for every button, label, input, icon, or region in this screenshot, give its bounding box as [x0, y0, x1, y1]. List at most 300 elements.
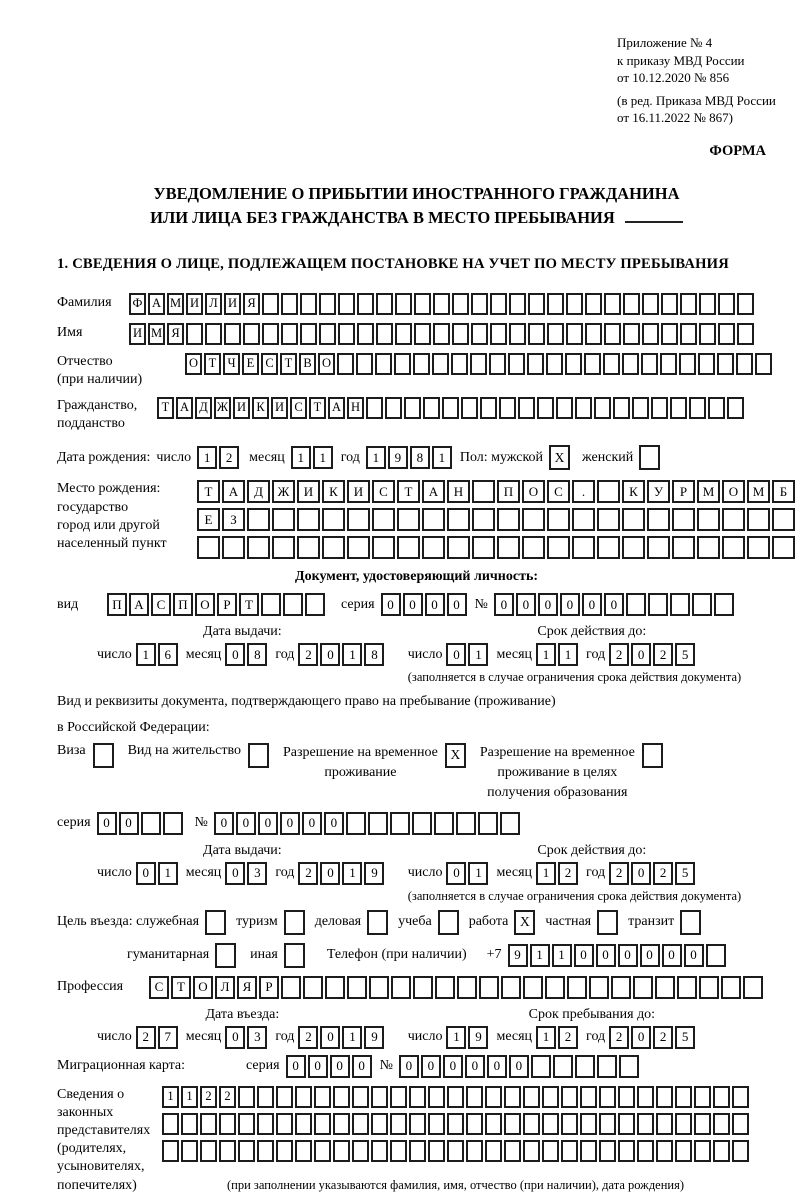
form-cell[interactable]: 0	[574, 944, 594, 967]
form-cell[interactable]: 2	[298, 643, 318, 666]
form-cell[interactable]	[680, 323, 697, 345]
form-cell[interactable]: 0	[280, 812, 300, 835]
form-cell[interactable]	[732, 1086, 749, 1108]
form-cell[interactable]: 1	[181, 1086, 198, 1108]
form-cell[interactable]	[727, 397, 744, 419]
form-cell[interactable]: Т	[157, 397, 174, 419]
form-cell[interactable]	[314, 1086, 331, 1108]
form-cell[interactable]	[575, 397, 592, 419]
form-cell[interactable]	[694, 1113, 711, 1135]
form-cell[interactable]	[472, 508, 495, 531]
form-cell[interactable]	[522, 536, 545, 559]
form-cell[interactable]	[432, 353, 449, 375]
form-cell[interactable]: Д	[247, 480, 270, 503]
form-cell[interactable]	[523, 1086, 540, 1108]
form-cell[interactable]	[692, 593, 712, 616]
form-cell[interactable]: 0	[604, 593, 624, 616]
form-cell[interactable]	[575, 1055, 595, 1078]
form-cell[interactable]	[632, 397, 649, 419]
form-cell[interactable]	[619, 1055, 639, 1078]
form-cell[interactable]	[438, 910, 459, 935]
form-cell[interactable]	[736, 353, 753, 375]
form-cell[interactable]	[247, 536, 270, 559]
form-cell[interactable]: О	[318, 353, 335, 375]
form-cell[interactable]: 1	[432, 446, 452, 469]
form-cell[interactable]	[604, 293, 621, 315]
form-cell[interactable]: 5	[675, 643, 695, 666]
form-cell[interactable]	[247, 508, 270, 531]
form-cell[interactable]: 0	[320, 1026, 340, 1049]
form-cell[interactable]: Т	[309, 397, 326, 419]
form-cell[interactable]	[447, 508, 470, 531]
form-cell[interactable]	[319, 293, 336, 315]
form-cell[interactable]	[639, 445, 660, 470]
form-cell[interactable]: К	[322, 480, 345, 503]
form-cell[interactable]	[413, 976, 433, 999]
form-cell[interactable]	[542, 1140, 559, 1162]
form-cell[interactable]	[356, 353, 373, 375]
form-cell[interactable]	[561, 1140, 578, 1162]
form-cell[interactable]: X	[514, 910, 535, 935]
form-cell[interactable]: К	[622, 480, 645, 503]
form-cell[interactable]: 8	[247, 643, 267, 666]
form-cell[interactable]	[390, 1086, 407, 1108]
form-cell[interactable]	[238, 1086, 255, 1108]
form-cell[interactable]	[633, 976, 653, 999]
form-cell[interactable]	[466, 1086, 483, 1108]
form-cell[interactable]: П	[107, 593, 127, 616]
form-cell[interactable]	[372, 536, 395, 559]
form-cell[interactable]: 1	[342, 862, 362, 885]
form-cell[interactable]	[566, 293, 583, 315]
form-cell[interactable]: 8	[364, 643, 384, 666]
form-cell[interactable]	[376, 323, 393, 345]
form-cell[interactable]	[522, 508, 545, 531]
form-cell[interactable]	[394, 353, 411, 375]
form-cell[interactable]	[528, 293, 545, 315]
form-cell[interactable]	[371, 1140, 388, 1162]
form-cell[interactable]: Н	[447, 480, 470, 503]
form-cell[interactable]: А	[328, 397, 345, 419]
form-cell[interactable]: И	[297, 480, 320, 503]
form-cell[interactable]	[623, 323, 640, 345]
form-cell[interactable]	[623, 293, 640, 315]
form-cell[interactable]	[572, 508, 595, 531]
form-cell[interactable]	[561, 1086, 578, 1108]
form-cell[interactable]	[603, 353, 620, 375]
form-cell[interactable]: 5	[675, 862, 695, 885]
form-cell[interactable]	[281, 293, 298, 315]
form-cell[interactable]	[409, 1140, 426, 1162]
form-cell[interactable]	[261, 593, 281, 616]
form-cell[interactable]	[547, 508, 570, 531]
form-cell[interactable]	[584, 353, 601, 375]
form-cell[interactable]	[722, 536, 745, 559]
form-cell[interactable]: С	[372, 480, 395, 503]
form-cell[interactable]	[480, 397, 497, 419]
form-cell[interactable]	[224, 323, 241, 345]
form-cell[interactable]: 0	[286, 1055, 306, 1078]
form-cell[interactable]	[661, 293, 678, 315]
form-cell[interactable]	[422, 536, 445, 559]
form-cell[interactable]	[466, 1113, 483, 1135]
form-cell[interactable]: 1	[158, 862, 178, 885]
form-cell[interactable]: П	[173, 593, 193, 616]
form-cell[interactable]: 2	[136, 1026, 156, 1049]
form-cell[interactable]	[604, 323, 621, 345]
form-cell[interactable]: 1	[313, 446, 333, 469]
form-cell[interactable]	[404, 397, 421, 419]
form-cell[interactable]	[162, 1113, 179, 1135]
form-cell[interactable]	[141, 812, 161, 835]
form-cell[interactable]	[508, 353, 525, 375]
form-cell[interactable]: 0	[582, 593, 602, 616]
form-cell[interactable]: М	[167, 293, 184, 315]
form-cell[interactable]	[637, 1086, 654, 1108]
form-cell[interactable]	[641, 353, 658, 375]
form-cell[interactable]: 2	[653, 643, 673, 666]
form-cell[interactable]: 0	[516, 593, 536, 616]
form-cell[interactable]: 0	[684, 944, 704, 967]
form-cell[interactable]	[732, 1140, 749, 1162]
form-cell[interactable]: 0	[308, 1055, 328, 1078]
form-cell[interactable]	[452, 293, 469, 315]
form-cell[interactable]: 0	[214, 812, 234, 835]
form-cell[interactable]	[472, 536, 495, 559]
form-cell[interactable]	[395, 293, 412, 315]
form-cell[interactable]: 0	[596, 944, 616, 967]
form-cell[interactable]	[319, 323, 336, 345]
form-cell[interactable]: 0	[320, 862, 340, 885]
form-cell[interactable]	[594, 397, 611, 419]
form-cell[interactable]	[747, 508, 770, 531]
form-cell[interactable]	[297, 508, 320, 531]
form-cell[interactable]	[219, 1113, 236, 1135]
form-cell[interactable]: 1	[446, 1026, 466, 1049]
form-cell[interactable]	[409, 1086, 426, 1108]
form-cell[interactable]	[197, 536, 220, 559]
form-cell[interactable]: А	[148, 293, 165, 315]
form-cell[interactable]	[580, 1140, 597, 1162]
form-cell[interactable]: 1	[468, 862, 488, 885]
form-cell[interactable]: 1	[291, 446, 311, 469]
form-cell[interactable]	[295, 1140, 312, 1162]
form-cell[interactable]: 2	[558, 1026, 578, 1049]
form-cell[interactable]: О	[193, 976, 213, 999]
form-cell[interactable]: X	[549, 445, 570, 470]
form-cell[interactable]	[222, 536, 245, 559]
form-cell[interactable]	[452, 323, 469, 345]
form-cell[interactable]	[325, 976, 345, 999]
form-cell[interactable]: Я	[237, 976, 257, 999]
form-cell[interactable]	[262, 293, 279, 315]
form-cell[interactable]	[585, 293, 602, 315]
form-cell[interactable]: 2	[298, 1026, 318, 1049]
form-cell[interactable]: 3	[247, 862, 267, 885]
form-cell[interactable]: 1	[536, 1026, 556, 1049]
form-cell[interactable]	[697, 536, 720, 559]
form-cell[interactable]	[338, 323, 355, 345]
form-cell[interactable]: 0	[560, 593, 580, 616]
form-cell[interactable]	[322, 508, 345, 531]
form-cell[interactable]: 9	[364, 862, 384, 885]
form-cell[interactable]	[656, 1113, 673, 1135]
form-cell[interactable]	[272, 536, 295, 559]
form-cell[interactable]	[295, 1113, 312, 1135]
form-cell[interactable]	[556, 397, 573, 419]
form-cell[interactable]	[284, 943, 305, 968]
form-cell[interactable]: 2	[609, 643, 629, 666]
form-cell[interactable]	[238, 1140, 255, 1162]
form-cell[interactable]	[737, 293, 754, 315]
form-cell[interactable]	[433, 323, 450, 345]
form-cell[interactable]	[553, 1055, 573, 1078]
form-cell[interactable]: Т	[397, 480, 420, 503]
form-cell[interactable]	[747, 536, 770, 559]
form-cell[interactable]: Т	[239, 593, 259, 616]
form-cell[interactable]: И	[224, 293, 241, 315]
form-cell[interactable]: С	[149, 976, 169, 999]
form-cell[interactable]: И	[271, 397, 288, 419]
form-cell[interactable]	[257, 1086, 274, 1108]
form-cell[interactable]: 2	[653, 862, 673, 885]
form-cell[interactable]	[523, 976, 543, 999]
form-cell[interactable]	[471, 293, 488, 315]
form-cell[interactable]	[300, 293, 317, 315]
form-cell[interactable]: 2	[200, 1086, 217, 1108]
form-cell[interactable]	[599, 1086, 616, 1108]
form-cell[interactable]	[205, 910, 226, 935]
form-cell[interactable]	[622, 353, 639, 375]
form-cell[interactable]	[347, 508, 370, 531]
form-cell[interactable]: 7	[158, 1026, 178, 1049]
form-cell[interactable]	[697, 508, 720, 531]
form-cell[interactable]	[414, 323, 431, 345]
form-cell[interactable]	[567, 976, 587, 999]
form-cell[interactable]	[447, 1113, 464, 1135]
form-cell[interactable]	[186, 323, 203, 345]
form-cell[interactable]: К	[252, 397, 269, 419]
form-cell[interactable]: А	[222, 480, 245, 503]
form-cell[interactable]	[276, 1113, 293, 1135]
form-cell[interactable]	[675, 1086, 692, 1108]
form-cell[interactable]	[485, 1086, 502, 1108]
form-cell[interactable]	[565, 353, 582, 375]
form-cell[interactable]	[651, 397, 668, 419]
form-cell[interactable]: 0	[399, 1055, 419, 1078]
form-cell[interactable]: 0	[225, 1026, 245, 1049]
form-cell[interactable]	[397, 508, 420, 531]
form-cell[interactable]	[501, 976, 521, 999]
form-cell[interactable]	[527, 353, 544, 375]
form-cell[interactable]	[497, 508, 520, 531]
form-cell[interactable]: 0	[330, 1055, 350, 1078]
form-cell[interactable]	[589, 976, 609, 999]
form-cell[interactable]	[428, 1086, 445, 1108]
form-cell[interactable]: 0	[662, 944, 682, 967]
form-cell[interactable]	[276, 1086, 293, 1108]
form-cell[interactable]	[478, 812, 498, 835]
form-cell[interactable]	[181, 1113, 198, 1135]
form-cell[interactable]	[580, 1113, 597, 1135]
form-cell[interactable]	[257, 1140, 274, 1162]
form-cell[interactable]: О	[195, 593, 215, 616]
form-cell[interactable]	[597, 536, 620, 559]
form-cell[interactable]: С	[547, 480, 570, 503]
form-cell[interactable]	[390, 1113, 407, 1135]
form-cell[interactable]	[205, 323, 222, 345]
form-cell[interactable]	[656, 1140, 673, 1162]
form-cell[interactable]	[642, 323, 659, 345]
form-cell[interactable]	[722, 508, 745, 531]
form-cell[interactable]	[547, 293, 564, 315]
form-cell[interactable]	[490, 293, 507, 315]
form-cell[interactable]	[397, 536, 420, 559]
form-cell[interactable]: 1	[468, 643, 488, 666]
form-cell[interactable]: Т	[171, 976, 191, 999]
form-cell[interactable]: 0	[258, 812, 278, 835]
form-cell[interactable]: 0	[631, 1026, 651, 1049]
form-cell[interactable]	[642, 293, 659, 315]
form-cell[interactable]	[509, 293, 526, 315]
form-cell[interactable]	[672, 508, 695, 531]
form-cell[interactable]	[412, 812, 432, 835]
form-cell[interactable]	[755, 353, 772, 375]
form-cell[interactable]	[428, 1113, 445, 1135]
form-cell[interactable]	[708, 397, 725, 419]
form-cell[interactable]	[694, 1140, 711, 1162]
form-cell[interactable]: Ф	[129, 293, 146, 315]
form-cell[interactable]	[447, 1086, 464, 1108]
form-cell[interactable]: Т	[204, 353, 221, 375]
form-cell[interactable]	[528, 323, 545, 345]
form-cell[interactable]: 2	[558, 862, 578, 885]
form-cell[interactable]: 6	[158, 643, 178, 666]
form-cell[interactable]	[689, 397, 706, 419]
form-cell[interactable]	[518, 397, 535, 419]
form-cell[interactable]	[295, 1086, 312, 1108]
form-cell[interactable]	[385, 397, 402, 419]
form-cell[interactable]	[352, 1113, 369, 1135]
form-cell[interactable]	[435, 976, 455, 999]
form-cell[interactable]	[618, 1086, 635, 1108]
form-cell[interactable]: Р	[217, 593, 237, 616]
form-cell[interactable]	[626, 593, 646, 616]
form-cell[interactable]	[333, 1140, 350, 1162]
form-cell[interactable]: 0	[225, 643, 245, 666]
form-cell[interactable]: О	[185, 353, 202, 375]
form-cell[interactable]	[200, 1113, 217, 1135]
form-cell[interactable]	[655, 976, 675, 999]
form-cell[interactable]	[375, 353, 392, 375]
form-cell[interactable]: 0	[443, 1055, 463, 1078]
form-cell[interactable]: Ж	[214, 397, 231, 419]
form-cell[interactable]	[500, 812, 520, 835]
form-cell[interactable]	[572, 536, 595, 559]
form-cell[interactable]: Л	[215, 976, 235, 999]
form-cell[interactable]	[472, 480, 495, 503]
form-cell[interactable]	[451, 353, 468, 375]
form-cell[interactable]	[215, 943, 236, 968]
form-cell[interactable]	[243, 323, 260, 345]
form-cell[interactable]: М	[697, 480, 720, 503]
form-cell[interactable]	[714, 593, 734, 616]
form-cell[interactable]	[611, 976, 631, 999]
form-cell[interactable]	[305, 593, 325, 616]
form-cell[interactable]: 0	[487, 1055, 507, 1078]
form-cell[interactable]	[743, 976, 763, 999]
form-cell[interactable]	[372, 508, 395, 531]
form-cell[interactable]	[357, 293, 374, 315]
form-cell[interactable]	[732, 1113, 749, 1135]
form-cell[interactable]: 0	[403, 593, 423, 616]
form-cell[interactable]	[585, 323, 602, 345]
form-cell[interactable]	[367, 910, 388, 935]
form-cell[interactable]	[642, 743, 663, 768]
form-cell[interactable]	[680, 910, 701, 935]
form-cell[interactable]: Т	[280, 353, 297, 375]
form-cell[interactable]	[371, 1086, 388, 1108]
form-cell[interactable]	[409, 1113, 426, 1135]
form-cell[interactable]	[504, 1140, 521, 1162]
form-cell[interactable]	[219, 1140, 236, 1162]
form-cell[interactable]	[599, 1140, 616, 1162]
form-cell[interactable]	[163, 812, 183, 835]
form-cell[interactable]	[284, 910, 305, 935]
form-cell[interactable]	[713, 1140, 730, 1162]
form-cell[interactable]	[422, 508, 445, 531]
form-cell[interactable]	[485, 1140, 502, 1162]
form-cell[interactable]: 1	[536, 862, 556, 885]
form-cell[interactable]	[479, 976, 499, 999]
form-cell[interactable]	[314, 1113, 331, 1135]
form-cell[interactable]: А	[422, 480, 445, 503]
form-cell[interactable]	[314, 1140, 331, 1162]
form-cell[interactable]	[368, 812, 388, 835]
form-cell[interactable]: 2	[298, 862, 318, 885]
form-cell[interactable]	[470, 353, 487, 375]
form-cell[interactable]: Е	[197, 508, 220, 531]
form-cell[interactable]	[281, 323, 298, 345]
form-cell[interactable]	[699, 323, 716, 345]
form-cell[interactable]	[537, 397, 554, 419]
form-cell[interactable]: 9	[468, 1026, 488, 1049]
form-cell[interactable]: 0	[446, 862, 466, 885]
form-cell[interactable]	[333, 1086, 350, 1108]
form-cell[interactable]	[391, 976, 411, 999]
form-cell[interactable]	[162, 1140, 179, 1162]
form-cell[interactable]	[489, 353, 506, 375]
form-cell[interactable]	[413, 353, 430, 375]
form-cell[interactable]	[433, 293, 450, 315]
form-cell[interactable]	[618, 1140, 635, 1162]
form-cell[interactable]: 9	[364, 1026, 384, 1049]
form-cell[interactable]: 0	[381, 593, 401, 616]
form-cell[interactable]	[93, 743, 114, 768]
form-cell[interactable]	[346, 812, 366, 835]
form-cell[interactable]	[466, 1140, 483, 1162]
form-cell[interactable]	[675, 1140, 692, 1162]
form-cell[interactable]	[461, 397, 478, 419]
form-cell[interactable]: 3	[247, 1026, 267, 1049]
form-cell[interactable]	[637, 1113, 654, 1135]
form-cell[interactable]: У	[647, 480, 670, 503]
form-cell[interactable]	[677, 976, 697, 999]
form-cell[interactable]	[272, 508, 295, 531]
form-cell[interactable]: 2	[653, 1026, 673, 1049]
form-cell[interactable]: 0	[324, 812, 344, 835]
form-cell[interactable]	[248, 743, 269, 768]
